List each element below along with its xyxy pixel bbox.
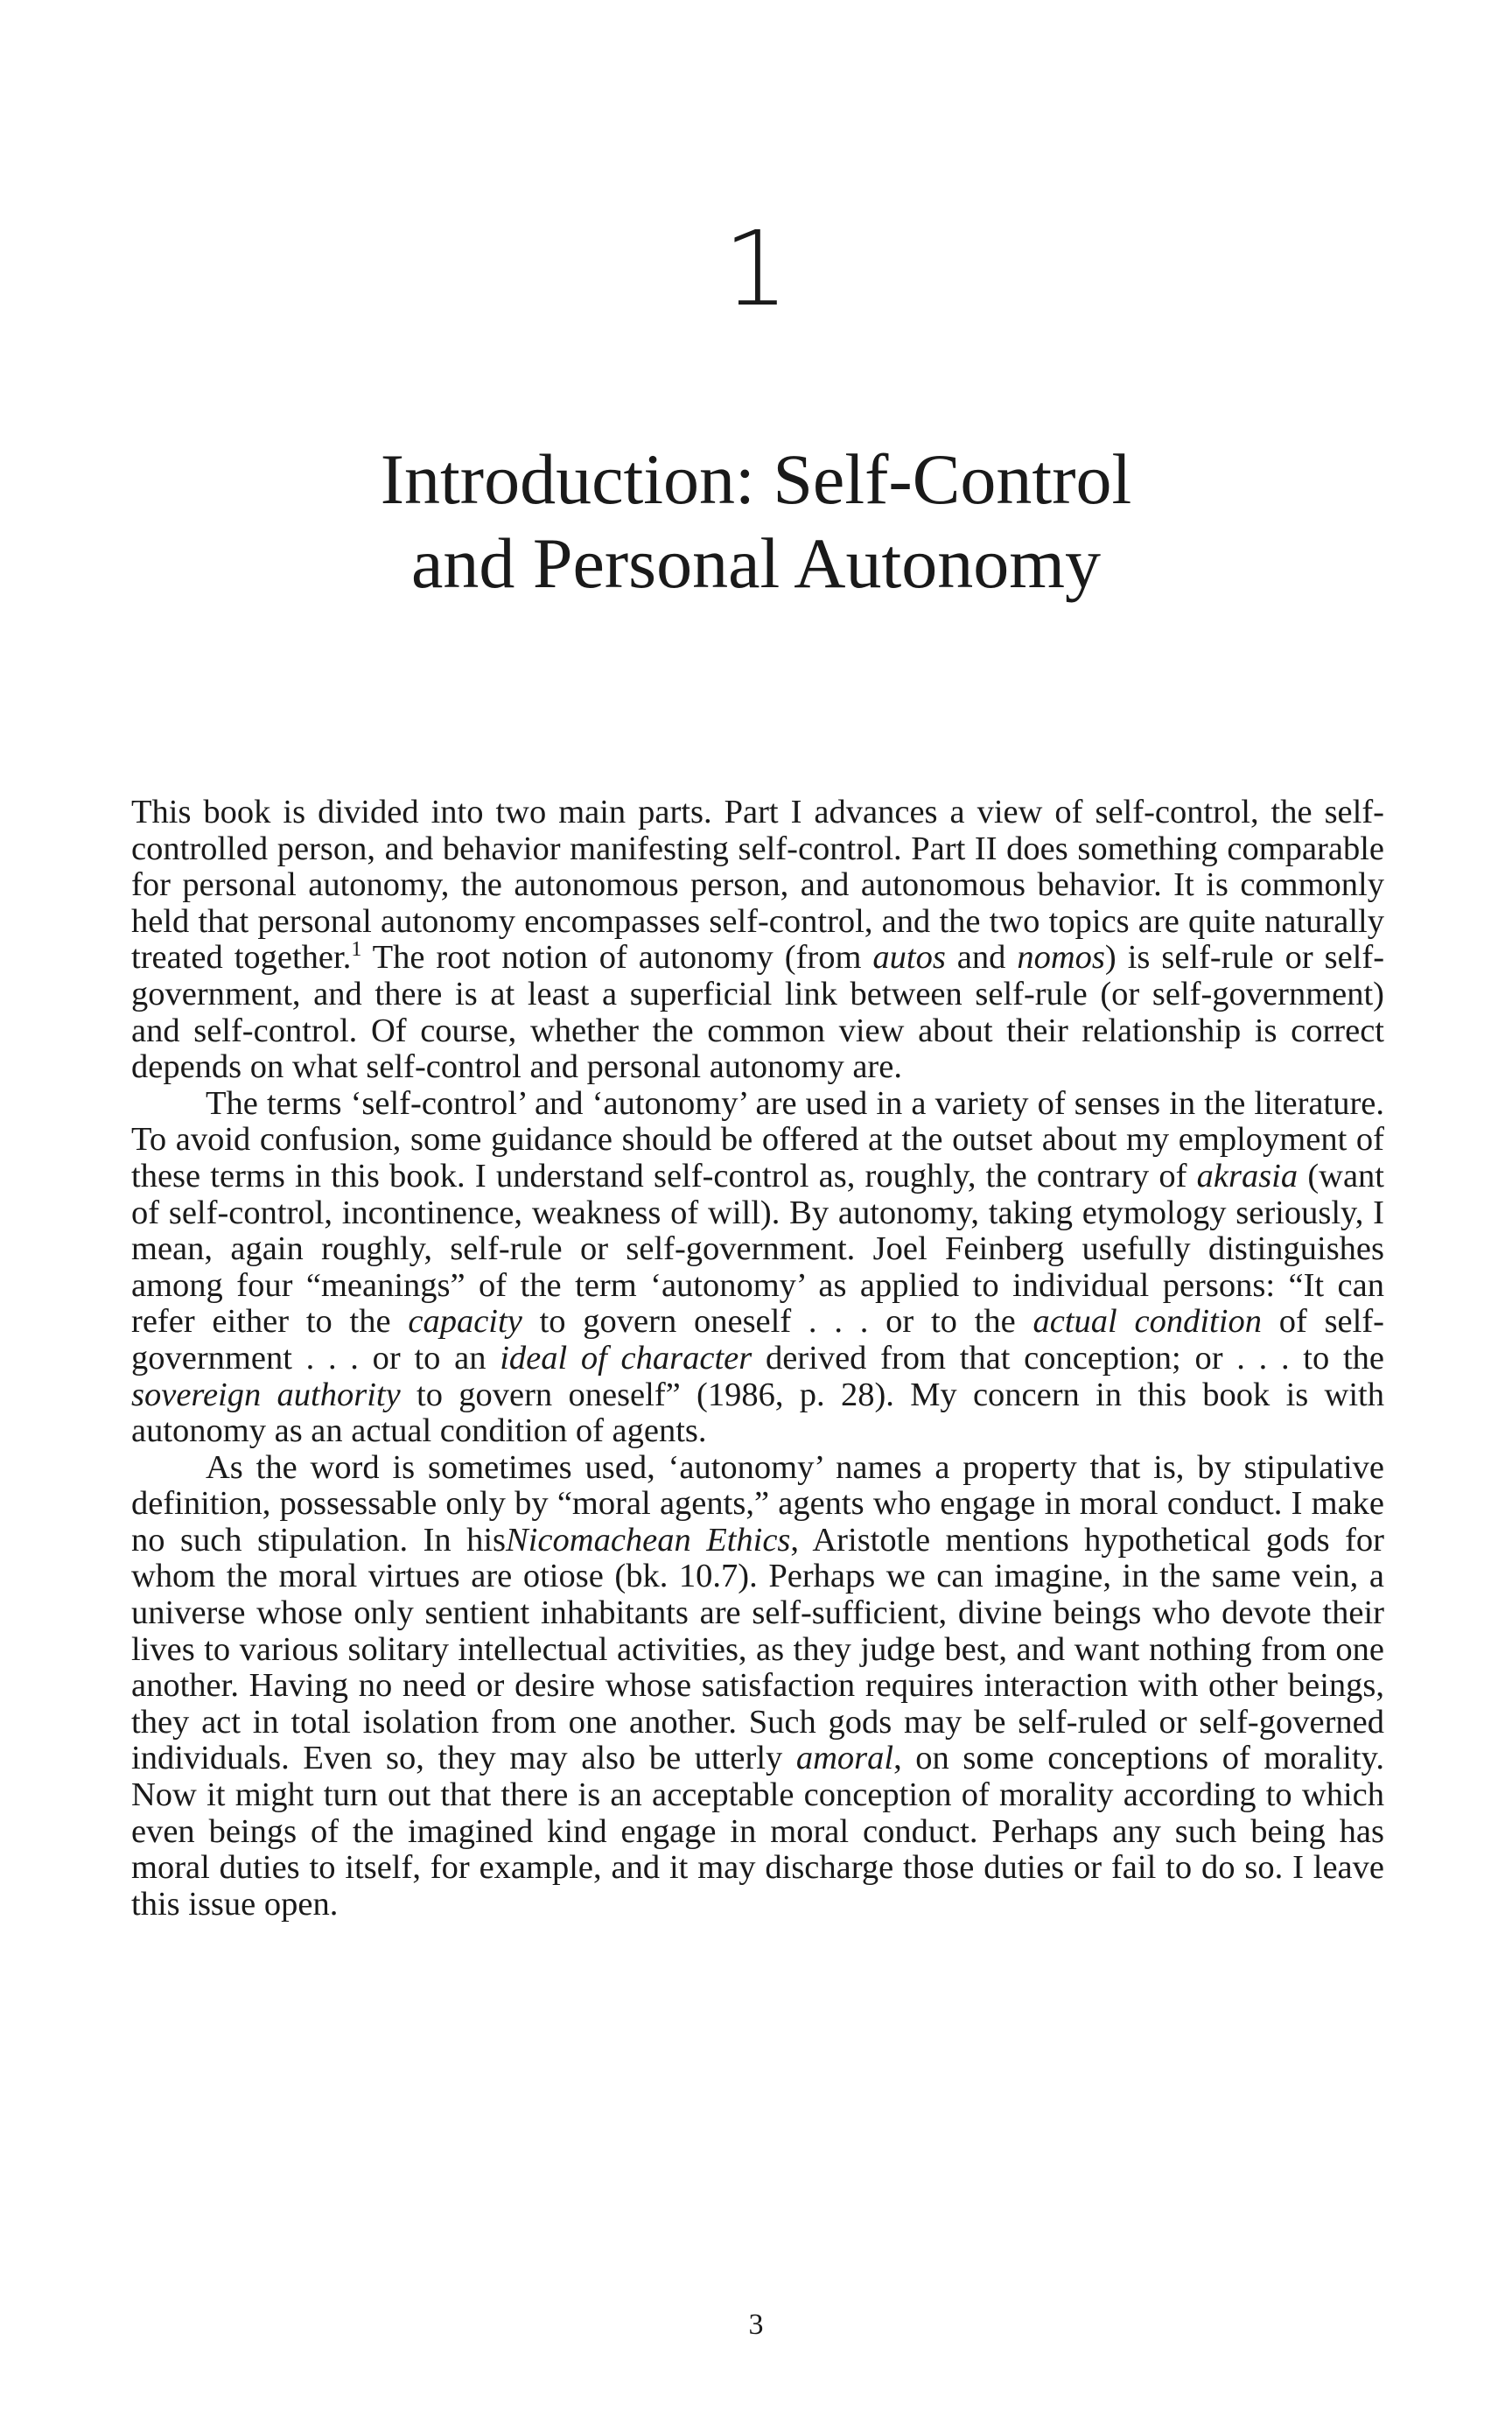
paragraph-2-text: of self-government . . . or to an <box>131 1303 1384 1377</box>
paragraph-1-text: This book is divided into two main parts. Part I advances a view of self-control, the self-controlled person, and behavior manifesting self-control. Part II does something comparable for personal autonomy, the autonomous person, and autonomous behavior. It is commonly held that personal autonomy encompasses self-control, and the two topics are quite naturally treated together. <box>131 794 1384 977</box>
paragraph-2-text: to govern oneself . . . or to the <box>522 1303 1033 1341</box>
paragraph-3-text: As the word is sometimes used, ‘autonomy’ names a property that is, by stipulative definition, possessable only by “moral agents,” agents who engage in moral conduct. I make no such stipulation. In his <box>131 1448 1384 1559</box>
italic-term: nomos <box>1017 939 1105 977</box>
chapter-number: 1 <box>723 208 789 329</box>
paragraph-1 <box>131 795 1384 1086</box>
paragraph-3-text: , on some conceptions of morality. Now it might turn out that there is an acceptable conception of morality according to which even beings of the imagined kind engage in moral conduct. Perhaps any such being has moral duties to itself, for example, and it may discharge those duties or fail to do so. I leave this issue open. <box>131 1740 1384 1923</box>
italic-term: capacity <box>408 1303 522 1341</box>
paragraph-2-text: The terms ‘self-control’ and ‘autonomy’ are used in a variety of senses in the literature. To avoid confusion, some guidance should be offered at the outset about my employment of these terms in this book. I understand self-control as, roughly, the contrary of <box>131 1084 1384 1194</box>
paragraph-2-text: (want of self-control, incontinence, weakness of will). By autonomy, taking etymology seriously, I mean, again roughly, self-rule or self-government. Joel Feinberg usefully distinguishes among four “meanings” of the term ‘autonomy’ as applied to individual persons: “It can refer either to the <box>131 1157 1384 1341</box>
italic-term: autos <box>872 939 946 977</box>
body-text <box>131 795 1384 1923</box>
italic-term: sovereign authority <box>131 1376 401 1413</box>
paragraph-2-text: derived from that conception; or . . . to the <box>752 1339 1385 1377</box>
page-number: 3 <box>748 2308 764 2341</box>
italic-term: akrasia <box>1196 1157 1298 1194</box>
paragraph-1-text: The root notion of autonomy (from <box>361 939 873 977</box>
italic-term: Nicomachean Ethics <box>506 1521 791 1559</box>
chapter-title <box>0 438 1512 606</box>
paragraph-1-text: and <box>945 939 1018 977</box>
italic-term: amoral <box>795 1740 894 1777</box>
italic-term: actual condition <box>1032 1303 1262 1341</box>
paragraph-2-text: to govern oneself” (1986, p. 28). My concern in this book is with autonomy as an actual condition of agents. <box>131 1376 1384 1450</box>
chapter-title-line-2: and Personal Autonomy <box>410 523 1102 603</box>
paragraph-3 <box>131 1450 1384 1923</box>
paragraph-1-text: ) is self-rule or self-government, and there is at least a superficial link between self-rule (or self-government) and self-control. Of course, whether the common view about their relationship is correct depends on what self-control and personal autonomy are. <box>131 939 1385 1086</box>
paragraph-3-text: , Aristotle mentions hypothetical gods for whom the moral virtues are otiose (bk. 10.7). Perhaps we can imagine, in the same vein, a universe whose only sentient inhabitants are self-sufficient, divine beings who devote their lives to various solitary intellectual activities, as they judge best, and want nothing from one another. Having no need or desire whose satisfaction requires interaction with other beings, they act in total isolation from one another. Such gods may be self-ruled or self-governed individuals. Even so, they may also be utterly <box>131 1521 1384 1777</box>
footnote-marker: 1 <box>351 938 362 962</box>
chapter-title-line-1: Introduction: Self-Control <box>380 439 1132 519</box>
italic-term: ideal of character <box>500 1339 752 1377</box>
paragraph-2 <box>131 1086 1384 1450</box>
